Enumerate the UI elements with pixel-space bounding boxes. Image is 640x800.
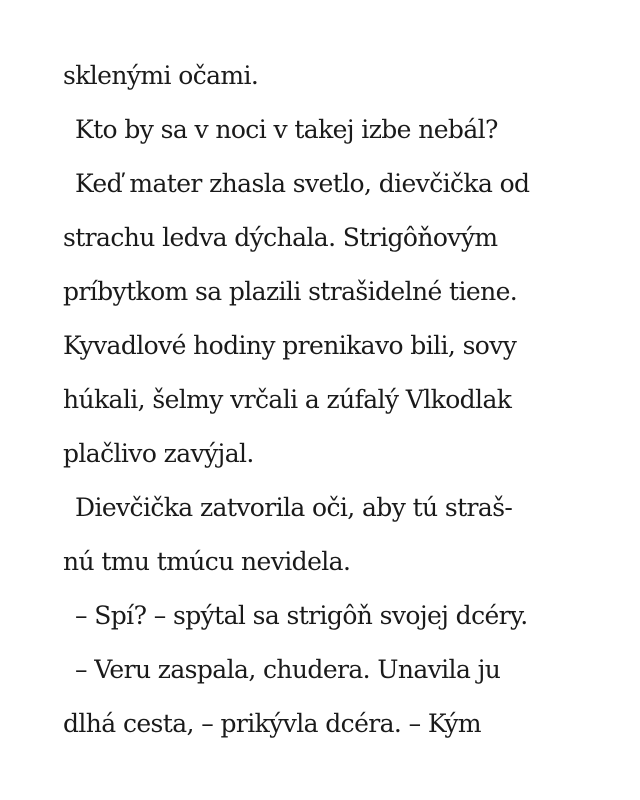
text-line-10: nú tmu tmúcu nevidela. <box>63 547 351 576</box>
text-line-6: Kyvadlové hodiny prenikavo bili, sovy <box>63 331 517 360</box>
text-line-8: plačlivo zavýjal. <box>63 439 254 468</box>
text-line-7: húkali, šelmy vrčali a zúfalý Vlkodlak <box>63 385 512 414</box>
text-line-9: Dievčička zatvorila oči, aby tú straš- <box>75 493 513 522</box>
text-line-11: – Spí? – spýtal sa strigôň svojej dcéry. <box>75 601 528 630</box>
text-line-3: Keď mater zhasla svetlo, dievčička od <box>75 169 530 198</box>
text-line-12: – Veru zaspala, chudera. Unavila ju <box>75 655 501 684</box>
text-line-13: dlhá cesta, – prikývla dcéra. – Kým <box>63 709 481 738</box>
text-line-1: sklenými očami. <box>63 61 259 90</box>
text-line-4: strachu ledva dýchala. Strigôňovým <box>63 223 498 252</box>
text-line-2: Kto by sa v noci v takej izbe nebál? <box>75 115 498 144</box>
text-line-5: príbytkom sa plazili strašidelné tiene. <box>63 277 518 306</box>
